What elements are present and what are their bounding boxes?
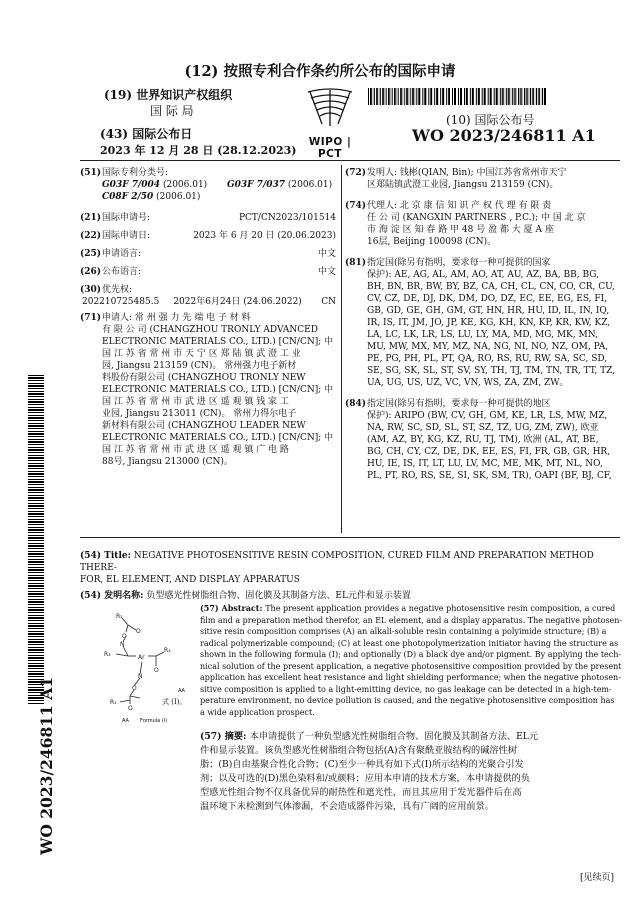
text-line: 指定国(除另有指明，要求每一种可提供的国家 [367, 258, 551, 268]
text-line: 国 江 苏 省 常 州 市 武 进 区 遥 观 镇 广 电 路 [102, 445, 289, 455]
abstract-chinese [200, 730, 622, 814]
formula-aa-label: AA [122, 718, 129, 724]
ipc-title: 国际专利分类号: [102, 168, 169, 178]
filing-label: (22) [80, 231, 102, 241]
text-line: (57) Abstract: The present application provides a negative photosensitive resin composition, a cured [200, 603, 616, 613]
text-line: HU, IE, IS, IT, LT, LU, LV, MC, ME, MK, MT, NL, NO, [367, 459, 603, 469]
app-no-label: (21) [80, 213, 102, 223]
abstract-english [200, 603, 622, 718]
title-english-line2: FOR, EL ELEMENT, AND DISPLAY APPARATUS [80, 575, 300, 585]
text-line: 料股份有限公司 (CHANGZHOU TRONLY NEW [102, 373, 306, 383]
text-line: ELECTRONIC MATERIALS CO., LTD.) [CN/CN]; 中 [102, 337, 334, 347]
bond-line [156, 652, 164, 656]
text-line: MU, MW, MX, MY, MZ, NA, NG, NI, NO, NZ, OM, PA, [367, 342, 609, 352]
ipc-code: G03F 7/004 [102, 180, 161, 190]
nitrogen-label: N [138, 673, 143, 680]
priority-label: (30) [80, 285, 102, 295]
text-line: (AM, AZ, BY, KG, KZ, RU, TJ, TM), 欧洲 (AL, AT, BE, [367, 435, 599, 445]
text-line: (57) 摘要: 本申请提供了一种负型感光性树脂组合物、固化膜及其制备方法、EL元 [200, 731, 539, 742]
ipc-section [80, 167, 336, 203]
abstract-chinese-text [200, 730, 622, 814]
text-line: NA, RW, SC, SD, SL, ST, SZ, TZ, UG, ZM, ZW), 欧亚 [367, 423, 599, 433]
text-line: 件和显示装置。该负型感光性树脂组合物包括(A)含有聚酰亚胺结构的碱溶性树 [200, 745, 517, 756]
filing-language-row [80, 248, 336, 260]
text-line: 保护): AE, AG, AL, AM, AO, AT, AU, AZ, BA, BB, BG, [367, 270, 599, 280]
r3-label: R₃ [104, 651, 111, 658]
text-line: CV, CZ, DE, DJ, DK, DM, DO, DZ, EC, EE, EG, ES, FI, [367, 294, 608, 304]
title-chinese [80, 590, 620, 602]
publication-date-label: (43) 国际公布日 [100, 127, 193, 141]
priority-number: 202210725485.5 [82, 297, 160, 307]
priority-country: CN [321, 297, 336, 307]
text-line: film and a preparation method therefor, an EL element, and a display apparatus. The negative photosen- [200, 615, 623, 625]
text-line: sitive composition is applied to a light-emitting device, no gas leakage can be detected in a high-tem- [200, 684, 612, 694]
text-line: 市 海 淀 区 知 春 路 甲 48 号 盈 都 大 厦 A 座 [367, 225, 554, 235]
text-line: IR, IS, IT, JM, JO, JP, KE, KG, KH, KN, KP, KR, KW, KZ, [367, 318, 611, 328]
ipc-code: G03F 7/037 [226, 180, 286, 190]
regional-states-section [345, 398, 621, 482]
text-line: SE, SG, SK, SL, ST, SV, SY, TH, TJ, TM, TN, TR, TT, TZ, [367, 366, 616, 376]
side-barcode [28, 375, 44, 705]
text-line: 任 公 司 (KANGXIN PARTNERS , P.C.); 中 国 北 京 [367, 213, 586, 223]
text-line: PL, PT, RO, RS, SE, SI, SK, SM, TR), OAPI (BF, BJ, CF, [367, 471, 612, 481]
priority-title: 优先权: [102, 285, 133, 295]
text-line: UA, UG, US, UZ, VC, VN, WS, ZA, ZM, ZW。 [367, 378, 569, 388]
organization-name: (19) 世界知识产权组织 [104, 88, 233, 102]
text-line: 国 江 苏 省 常 州 市 武 进 区 遥 观 镇 钱 家 工 [102, 397, 289, 407]
r1-label: R₁ [110, 699, 117, 706]
title-divider [80, 537, 620, 538]
application-number-row [80, 212, 336, 224]
organization-bureau: 国 际 局 [150, 104, 194, 118]
chemical-formula-figure [100, 610, 200, 730]
title-english [80, 550, 620, 574]
agent-text [367, 200, 621, 248]
bond-line [120, 700, 130, 702]
lang-title: 申请语言: [102, 249, 142, 259]
abstract-label: (57) Abstract: [200, 603, 266, 613]
priority-section [80, 284, 336, 308]
text-line: BH, BN, BR, BW, BY, BZ, CA, CH, CL, CN, CO, CR, CU, [367, 282, 615, 292]
text-line: 代理人: 北 京 康 信 知 识 产 权 代 理 有 限 责 [367, 201, 552, 211]
publication-date: 2023 年 12 月 28 日 (28.12.2023) [100, 144, 297, 157]
text-line: 指定国(除另有指明，要求每一种可提供的地区 [367, 399, 551, 409]
text-line: LA, LC, LK, LR, LS, LU, LY, MA, MD, MG, MK, MN, [367, 330, 598, 340]
applicant-text [102, 312, 336, 468]
app-no-title: 国际申请号: [102, 213, 151, 223]
regional-states-label: (84) [345, 399, 367, 409]
publication-barcode-extra [371, 88, 544, 105]
header-divider [80, 160, 620, 161]
title-cn-label: (54) 发明名称: [80, 591, 144, 601]
publication-number: WO 2023/246811 A1 [412, 126, 596, 145]
designated-states-section [345, 257, 621, 389]
text-line: PE, PG, PH, PL, PT, QA, RO, RS, RU, RW, SA, SC, SD, [367, 354, 608, 364]
regional-states-text [367, 398, 621, 482]
r3-label: R₃ [164, 647, 171, 654]
ipc-date: (2006.01) [156, 192, 201, 202]
text-line: ELECTRONIC MATERIALS CO., LTD.) [CN/CN]; 中 [102, 433, 334, 443]
filing-date-row [80, 230, 336, 242]
title-section [80, 550, 620, 602]
oxygen-label: O [122, 633, 127, 640]
column-divider [341, 165, 342, 533]
publication-number-label: (10) 国际公布号 [446, 113, 535, 127]
formula-aa-label: AA [178, 688, 185, 694]
inventor-section [345, 167, 621, 191]
filing-date: 2023 年 6 月 20 日 (20.06.2023) [193, 231, 336, 241]
publang-title: 公布语言: [102, 267, 142, 277]
wipo-emblem-icon [300, 84, 360, 132]
text-line: BG, CH, CY, CZ, DE, DK, EE, ES, FI, FR, GB, GR, HR, [367, 447, 611, 457]
r2-label: R₂ [116, 613, 123, 620]
text-line: 温环境下未检测到气体渗漏，不会造成器件污染，具有广阔的应用前景。 [200, 801, 494, 812]
ipc-label: (51) [80, 168, 102, 178]
oxygen-label: O [132, 685, 137, 692]
text-line: sitive resin composition comprises (A) an alkali-soluble resin containing a polyimide structure; (B) a [200, 627, 607, 636]
abstract-english-text [200, 603, 622, 718]
title-chinese-text: 负型感光性树脂组合物、固化膜及其制备方法、EL元件和显示装置 [146, 591, 411, 601]
text-line: 业园, Jiangsu 213011 (CN)。 常州力得尔电子 [102, 409, 297, 419]
chemical-structure-drawing [100, 610, 200, 730]
oxygen-label: O [154, 667, 159, 674]
formula-caption: Formula (I) [140, 718, 168, 724]
ipc-date: (2006.01) [287, 180, 333, 190]
text-line: 脂；(B)自由基聚合性化合物；(C)至少一种具有如下式(I)所示结构的光聚合引发 [200, 759, 524, 770]
bond-line [130, 696, 140, 698]
wipo-logo [300, 84, 360, 160]
ipc-date: (2006.01) [162, 180, 208, 190]
priority-date: 2022年6月24日 (24.06.2022) [173, 297, 302, 307]
title-label: (54) Title: [80, 551, 131, 561]
application-number: PCT/CN2023/101514 [238, 213, 336, 223]
publang-label: (26) [80, 267, 102, 277]
text-line: 区郑陆镇武澄工业园, Jiangsu 213159 (CN)。 [367, 180, 559, 190]
bond-line [116, 654, 128, 656]
text-line: perature environment, no device pollution is caused, and the negative photosensitive composition has [200, 696, 615, 705]
applicant-section [80, 312, 336, 468]
agent-section [345, 200, 621, 248]
oxygen-label: O [136, 628, 141, 635]
ar-label: Ar [138, 654, 145, 661]
designated-states-text [367, 257, 621, 389]
nitrogen-label: N [120, 641, 125, 648]
left-column [80, 167, 336, 468]
text-line: ELECTRONIC MATERIALS CO., LTD.) [CN/CN]; 中 [102, 385, 334, 395]
document-title: (12) 按照专利合作条约所公布的国际申请 [184, 63, 456, 80]
text-line: 申请人: 常 州 强 力 先 端 电 子 材 料 [102, 313, 251, 323]
abstract-label: (57) 摘要: [200, 731, 250, 742]
lang-label: (25) [80, 249, 102, 259]
text-line: application has excellent heat resistance and light shielding performance; when the negative photosen- [200, 673, 621, 682]
bond-line [126, 625, 128, 632]
text-line: radical polymerizable compound; (C) at least one photopolymerization initiator having the structure as [200, 638, 619, 648]
text-line: nical solution of the present application, a negative photosensitive composition provided by the present [200, 661, 622, 671]
bond-line [122, 618, 128, 625]
text-line: 剂；以及可选的(D)黑色染料和/或颜料；应用本申请的技术方案，本申请提供的负 [200, 773, 531, 784]
text-line: 园, Jiangsu 213159 (CN)。 常州强力电子新材 [102, 361, 297, 371]
text-line: 16层, Beijing 100098 (CN)。 [367, 237, 497, 247]
designated-states-label: (81) [345, 258, 367, 268]
agent-label: (74) [345, 201, 367, 211]
inventor-text [367, 167, 621, 191]
text-line: 型感光性组合物不仅具备优异的耐热性和遮光性，而且其应用于发光器件后在高 [200, 787, 522, 798]
formula-equation-label: 式 (I)。 [162, 698, 187, 706]
title-english-line1: NEGATIVE PHOTOSENSITIVE RESIN COMPOSITION, CURED FILM AND PREPARATION METHOD THERE- [80, 551, 594, 573]
text-line: 保护): ARIPO (BW, CV, GH, GM, KE, LR, LS, MW, MZ, [367, 411, 608, 421]
text-line: 有 限 公 司 (CHANGZHOU TRONLY ADVANCED [102, 325, 318, 335]
publication-language-row [80, 266, 336, 278]
text-line: a wide application prospect. [200, 707, 315, 717]
text-line: GB, GD, GE, GH, GM, GT, HN, HR, HU, ID, IL, IN, IQ, [367, 306, 610, 316]
ipc-code: C08F 2/50 [102, 192, 154, 202]
right-column [345, 167, 621, 482]
filing-title: 国际申请日: [102, 231, 151, 241]
wipo-logo-text: WIPO | PCT [308, 136, 352, 160]
text-line: 国 江 苏 省 常 州 市 天 宁 区 郑 陆 镇 武 澄 工 业 [102, 349, 301, 359]
filing-language: 中文 [317, 249, 336, 259]
text-line: shown in the following formula (I); and optionally (D) a black dye and/or pigment. By applying the tech- [200, 650, 622, 659]
text-line: 发明人: 钱彬(QIAN, Bin); 中国江苏省常州市天宁 [367, 168, 567, 178]
text-line: 新材料有限公司 (CHANGZHOU LEADER NEW [102, 421, 306, 431]
side-publication-number: WO 2023/246811 A1 [37, 676, 56, 855]
text-line: 88号, Jiangsu 213000 (CN)。 [102, 457, 233, 467]
applicant-label: (71) [80, 313, 102, 323]
publication-language: 中文 [317, 267, 336, 277]
oxygen-label: O [128, 705, 133, 712]
bond-line [128, 625, 136, 630]
inventor-label: (72) [345, 168, 367, 178]
continued-note: [见续页] [580, 873, 615, 883]
